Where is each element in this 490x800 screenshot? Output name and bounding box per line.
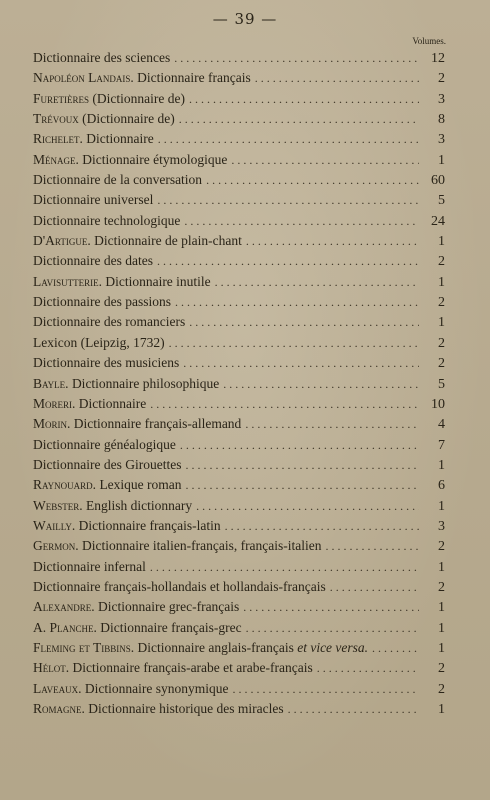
entry-suffix: et vice versa.: [297, 639, 369, 655]
dot-leader: [231, 153, 419, 168]
entry-volumes: 1: [438, 457, 445, 473]
list-item: [33, 335, 445, 355]
dot-leader: [158, 132, 419, 147]
dot-leader: [184, 214, 419, 229]
entry-volumes: 24: [431, 213, 445, 229]
entry-title: (Dictionnaire de): [82, 111, 175, 127]
entry-volumes: 2: [438, 579, 445, 595]
dot-leader: [174, 51, 419, 66]
entry-title: Dictionnaire de plain-chant: [94, 233, 242, 249]
entry-text: [33, 70, 251, 86]
dot-leader: [215, 275, 419, 290]
dot-leader: [288, 702, 419, 717]
list-item: [33, 50, 445, 70]
entry-volumes: 6: [438, 478, 445, 494]
entry-author: Germon.: [33, 538, 79, 554]
dot-leader: [232, 682, 419, 697]
entry-title: Dictionnaire français-allemand: [73, 416, 242, 432]
entry-volumes: 2: [438, 539, 445, 555]
entry-text: [33, 91, 185, 107]
entry-text: [33, 253, 153, 269]
entry-author: Napoléon Landais.: [33, 70, 134, 86]
entry-text: [33, 437, 176, 453]
list-item: [33, 213, 445, 233]
entry-title: Dictionnaire français-arabe et arabe-français: [72, 660, 313, 676]
entry-author: Raynouard.: [33, 477, 97, 493]
entry-author: Ménage.: [33, 151, 79, 167]
entry-text: [33, 457, 181, 473]
entry-author: Bayle.: [33, 375, 69, 391]
entry-title: Dictionnaire synonymique: [84, 680, 229, 696]
list-item: [33, 599, 445, 619]
entry-text: [33, 294, 171, 310]
list-item: [33, 620, 445, 640]
entry-text: [33, 396, 146, 412]
dot-leader: [206, 173, 419, 188]
dot-leader: [179, 112, 419, 127]
dot-leader: [245, 417, 419, 432]
entry-author: Romagne.: [33, 701, 85, 716]
list-item: [33, 416, 445, 436]
entry-volumes: 12: [431, 51, 445, 66]
list-item: [33, 253, 445, 273]
entry-title: (Dictionnaire de): [92, 90, 185, 106]
entry-author: Alexandre.: [33, 599, 95, 615]
dot-leader: [157, 254, 419, 269]
entry-text: [33, 498, 192, 514]
entry-volumes: 7: [438, 437, 445, 453]
entry-text: [33, 681, 228, 697]
dot-leader: [326, 539, 419, 554]
dot-leader: [175, 295, 419, 310]
entry-text: [33, 335, 165, 351]
list-item: [33, 660, 445, 680]
list-item: [33, 274, 445, 294]
entry-author: Laveaux.: [33, 680, 82, 696]
entry-text: [33, 213, 180, 229]
entry-text: [33, 50, 170, 66]
dot-leader: [150, 560, 419, 575]
entry-volumes: 1: [438, 702, 445, 717]
entry-title: Dictionnaire inutile: [105, 273, 211, 289]
list-item: [33, 294, 445, 314]
entry-title: Dictionnaire français: [137, 70, 251, 86]
entry-author: Morin.: [33, 416, 71, 432]
dot-leader: [189, 315, 419, 330]
entry-volumes: 5: [438, 193, 445, 209]
list-item: [33, 314, 445, 334]
list-item: [33, 376, 445, 396]
entry-volumes: 2: [438, 681, 445, 697]
entry-volumes: 1: [438, 600, 445, 616]
entry-title: Dictionnaire généalogique: [33, 436, 176, 452]
entry-volumes: 10: [431, 396, 445, 412]
entry-volumes: 3: [438, 518, 445, 534]
entry-volumes: 1: [438, 640, 445, 656]
list-item: [33, 192, 445, 212]
list-item: [33, 131, 445, 151]
entry-author: Furetières: [33, 90, 90, 106]
entry-author: Lavisutterie.: [33, 273, 102, 289]
entry-title: Dictionnaire historique des miracles: [88, 701, 284, 716]
entry-title: Dictionnaire italien-français, français-italien: [82, 538, 322, 554]
entry-title: Lexicon (Leipzig, 1732): [33, 334, 165, 350]
dot-leader: [150, 397, 419, 412]
entry-text: [33, 416, 241, 432]
dot-leader: [246, 621, 419, 636]
page-number: — 39 —: [212, 10, 278, 28]
entry-author: Hélot.: [33, 660, 70, 676]
entry-text: [33, 131, 154, 147]
list-item: [33, 640, 445, 660]
entry-volumes: 1: [438, 274, 445, 290]
entry-volumes: 1: [438, 152, 445, 168]
dot-leader: [189, 92, 419, 107]
list-item: [33, 538, 445, 558]
entry-volumes: 60: [431, 173, 445, 189]
list-item: [33, 233, 445, 253]
dot-leader: [255, 71, 419, 86]
entry-volumes: 4: [438, 417, 445, 433]
entry-title: Dictionnaire technologique: [33, 212, 181, 228]
entry-volumes: 1: [438, 559, 445, 575]
dot-leader: [186, 478, 419, 493]
dot-leader: [183, 356, 419, 371]
entry-title: Dictionnaire français-grec: [100, 619, 242, 635]
dot-leader: [317, 661, 419, 676]
entry-title: Dictionnaire français-hollandais et hollandais-français: [33, 578, 326, 594]
list-item: [33, 681, 445, 701]
entry-author: Moreri.: [33, 395, 76, 411]
list-item: [33, 498, 445, 518]
entry-text: [33, 660, 313, 676]
entry-title: Dictionnaire philosophique: [71, 375, 220, 391]
list-item: [33, 457, 445, 477]
list-item: [33, 518, 445, 538]
dot-leader: [157, 193, 419, 208]
dot-leader: [180, 438, 419, 453]
list-item: [33, 111, 445, 131]
entry-title: Dictionnaire des romanciers: [33, 314, 186, 330]
entry-title: Dictionnaire infernal: [33, 558, 146, 574]
entry-title: Dictionnaire des sciences: [33, 50, 171, 65]
entry-volumes: 2: [438, 295, 445, 311]
entry-title: Lexique roman: [99, 477, 182, 493]
entry-title: Dictionnaire des Girouettes: [33, 456, 182, 472]
entry-volumes: 1: [438, 620, 445, 636]
entry-volumes: 2: [438, 254, 445, 270]
entry-text: [33, 274, 211, 290]
dot-leader: [169, 336, 419, 351]
entry-text: [33, 233, 242, 249]
entry-volumes: 3: [438, 132, 445, 148]
volumes-column-header: Volumes.: [412, 36, 446, 46]
entry-text: [33, 152, 227, 168]
dictionary-list: [33, 50, 445, 721]
entry-title: Dictionnaire de la conversation: [33, 172, 203, 188]
dot-leader: [246, 234, 419, 249]
dot-leader: [185, 458, 419, 473]
list-item: [33, 559, 445, 579]
entry-title: Dictionnaire des musiciens: [33, 355, 180, 371]
entry-text: [33, 518, 221, 534]
entry-volumes: 1: [438, 315, 445, 331]
entry-title: Dictionnaire: [78, 395, 147, 411]
entry-author: Wailly.: [33, 517, 76, 533]
entry-text: [33, 620, 242, 636]
entry-author: Richelet.: [33, 131, 83, 147]
entry-text: [33, 314, 185, 330]
list-item: [33, 701, 445, 721]
dot-leader: [372, 641, 419, 656]
dot-leader: [196, 499, 419, 514]
entry-title: Dictionnaire anglais-français: [137, 639, 294, 655]
dot-leader: [243, 600, 419, 615]
entry-text: [33, 538, 322, 554]
entry-title: Dictionnaire des passions: [33, 294, 171, 310]
entry-volumes: 5: [438, 376, 445, 392]
entry-text: [33, 579, 326, 595]
entry-volumes: 1: [438, 234, 445, 250]
list-item: [33, 355, 445, 375]
entry-title: Dictionnaire des dates: [33, 253, 153, 269]
entry-text: [33, 599, 239, 615]
entry-text: [33, 640, 368, 656]
entry-title: Dictionnaire étymologique: [82, 151, 228, 167]
entry-text: [33, 111, 175, 127]
entry-volumes: 2: [438, 661, 445, 677]
dot-leader: [330, 580, 419, 595]
list-item: [33, 477, 445, 497]
entry-volumes: 2: [438, 71, 445, 87]
entry-author: A. Planche.: [33, 619, 97, 635]
list-item: [33, 91, 445, 111]
entry-title: Dictionnaire: [86, 131, 154, 147]
list-item: [33, 579, 445, 599]
entry-author: Trévoux: [33, 111, 79, 127]
entry-volumes: 8: [438, 112, 445, 128]
list-item: [33, 396, 445, 416]
list-item: [33, 437, 445, 457]
entry-text: [33, 172, 202, 188]
entry-volumes: 2: [438, 335, 445, 351]
entry-volumes: 3: [438, 91, 445, 107]
list-item: [33, 152, 445, 172]
entry-title: Dictionnaire universel: [33, 192, 154, 208]
entry-title: Dictionnaire français-latin: [78, 517, 221, 533]
entry-volumes: 1: [438, 498, 445, 514]
entry-author: Webster.: [33, 497, 83, 513]
entry-author: D'Artigue.: [33, 233, 91, 249]
entry-volumes: 2: [438, 356, 445, 372]
entry-text: [33, 192, 153, 208]
dot-leader: [225, 519, 419, 534]
entry-title: English dictionnary: [86, 497, 193, 513]
entry-text: [33, 355, 179, 371]
entry-text: [33, 559, 146, 575]
entry-title: Dictionnaire grec-français: [98, 599, 240, 615]
entry-text: [33, 376, 219, 392]
dot-leader: [223, 377, 419, 392]
entry-text: [33, 477, 182, 493]
entry-text: [33, 701, 284, 717]
list-item: [33, 70, 445, 90]
entry-author: Fleming et Tibbins.: [33, 639, 135, 655]
list-item: [33, 172, 445, 192]
